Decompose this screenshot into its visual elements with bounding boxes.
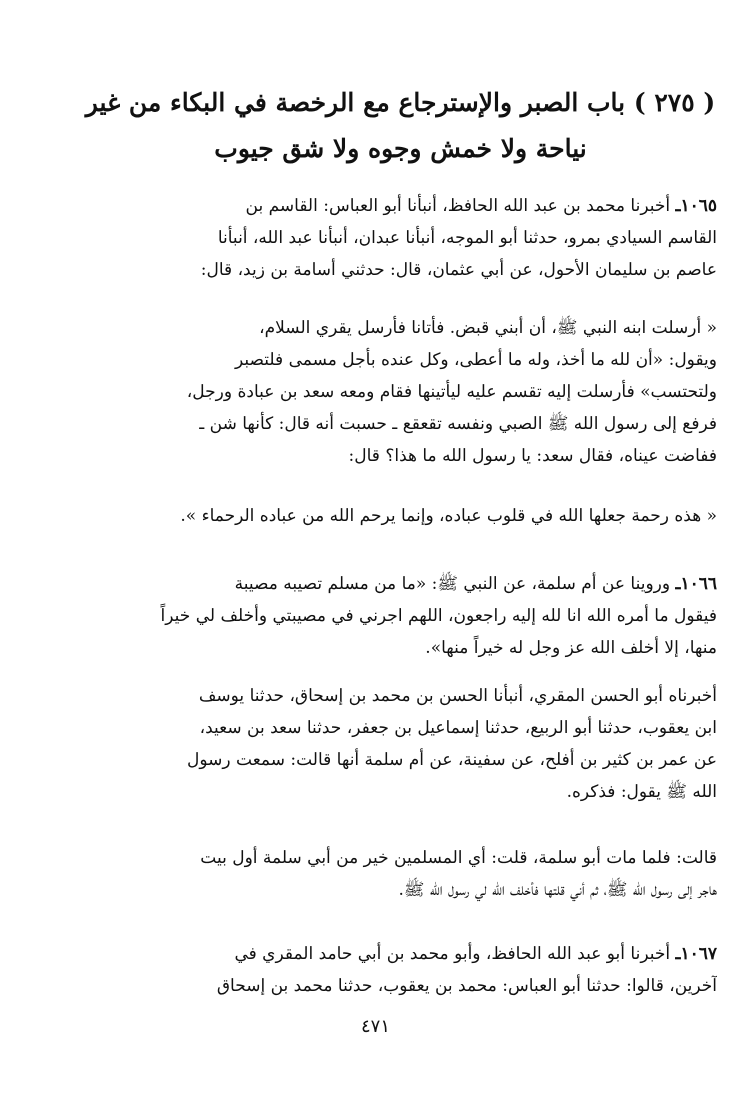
page-number: ٤٧١ — [360, 1016, 390, 1037]
hadith-1065-line-2: القاسم السيادي بمرو، حدثنا أبو الموجه، أنبأنا عبدان، أنبأنا عبد الله، أنبأنا — [217, 228, 717, 248]
hadith-1065-matn-line-3: ولتحتسب» فأرسلت إليه تقسم عليه ليأتينها فقام ومعه سعد بن عبادة ورجل، — [186, 382, 717, 402]
hadith-1066-isnad-line-4: الله ﷺ يقول: فذكره. — [566, 782, 717, 802]
hadith-1065-matn-line-4: فرفع إلى رسول الله ﷺ الصبي ونفسه تقعقع ـ حسبت أنه قال: كأنها شن ـ — [199, 414, 717, 434]
hadith-1065-quote-line: « هذه رحمة جعلها الله في قلوب عباده، وإنما يرحم الله من عباده الرحماء ». — [180, 506, 717, 526]
hadith-1066-isnad-line-1: أخبرناه أبو الحسن المقري، أنبأنا الحسن بن محمد بن إسحاق، حدثنا يوسف — [198, 686, 717, 706]
chapter-title — [80, 80, 721, 172]
hadith-1066 — [78, 568, 717, 664]
hadith-1065-line-1 — [78, 190, 717, 222]
hadith-1067-line-1 — [78, 938, 717, 970]
hadith-number-1067: ١٠٦٧ـ — [675, 944, 717, 964]
hadith-1065-line-1-text: أخبرنا محمد بن عبد الله الحافظ، أنبأنا أبو العباس: القاسم بن — [245, 196, 671, 216]
hadith-1065-matn-line-5: ففاضت عيناه، فقال سعد: يا رسول الله ما هذا؟ قال: — [348, 446, 717, 466]
hadith-1065-matn — [78, 312, 717, 472]
hadith-1065-line-3: عاصم بن سليمان الأحول، عن أبي عثمان، قال: حدثني أسامة بن زيد، قال: — [200, 260, 717, 280]
chapter-title-line-2: نياحة ولا خمش وجوه ولا شق جيوب — [214, 134, 587, 163]
hadith-1066-isnad — [78, 680, 717, 808]
hadith-1065-quote — [78, 500, 717, 532]
hadith-1065-matn-line-1: « أرسلت ابنه النبي ﷺ، أن أبني قبض. فأتانا فأرسل يقري السلام، — [259, 318, 717, 338]
hadith-number-1066: ١٠٦٦ـ — [675, 574, 717, 594]
hadith-1066-ending — [78, 842, 717, 906]
hadith-1066-isnad-line-3: عن عمر بن كثير بن أفلح، عن سفينة، عن أم سلمة أنها قالت: سمعت رسول — [187, 750, 717, 770]
hadith-1066-line-2: فيقول ما أمره الله انا لله إليه راجعون، اللهم اجرني في مصيبتي وأخلف لي خيراً — [160, 606, 717, 626]
hadith-1066-line-1-text: وروينا عن أم سلمة، عن النبي ﷺ: «ما من مسلم تصيبه مصيبة — [234, 574, 671, 594]
hadith-1066-line-1 — [78, 568, 717, 600]
hadith-1066-isnad-line-2: ابن يعقوب، حدثنا أبو الربيع، حدثنا إسماعيل بن جعفر، حدثنا سعد بن سعيد، — [199, 718, 717, 738]
hadith-1065-isnad — [78, 190, 717, 286]
hadith-1067 — [78, 938, 717, 1002]
hadith-number-1065: ١٠٦٥ـ — [675, 196, 717, 216]
hadith-1067-line-2: آخرين، قالوا: حدثنا أبو العباس: محمد بن يعقوب، حدثنا محمد بن إسحاق — [216, 976, 717, 996]
hadith-1067-line-1-text: أخبرنا أبو عبد الله الحافظ، وأبو محمد بن أبي حامد المقري في — [234, 944, 671, 964]
hadith-1066-ending-line-1: قالت: فلما مات أبو سلمة، قلت: أي المسلمين خير من أبي سلمة أول بيت — [200, 848, 717, 868]
hadith-1066-ending-line-2: هاجر إلى رسول الله ﷺ، ثم أني قلتها فأخلف الله لي رسول الله ﷺ. — [398, 880, 717, 900]
hadith-1065-matn-line-2: ويقول: «أن لله ما أخذ، وله ما أعطى، وكل عنده بأجل مسمى فلتصبر — [235, 350, 717, 370]
chapter-title-line-1: ( ٢٧٥ ) باب الصبر والإسترجاع مع الرخصة في البكاء من غير — [85, 88, 716, 117]
hadith-1066-line-3: منها، إلا أخلف الله عز وجل له خيراً منها». — [425, 638, 717, 658]
